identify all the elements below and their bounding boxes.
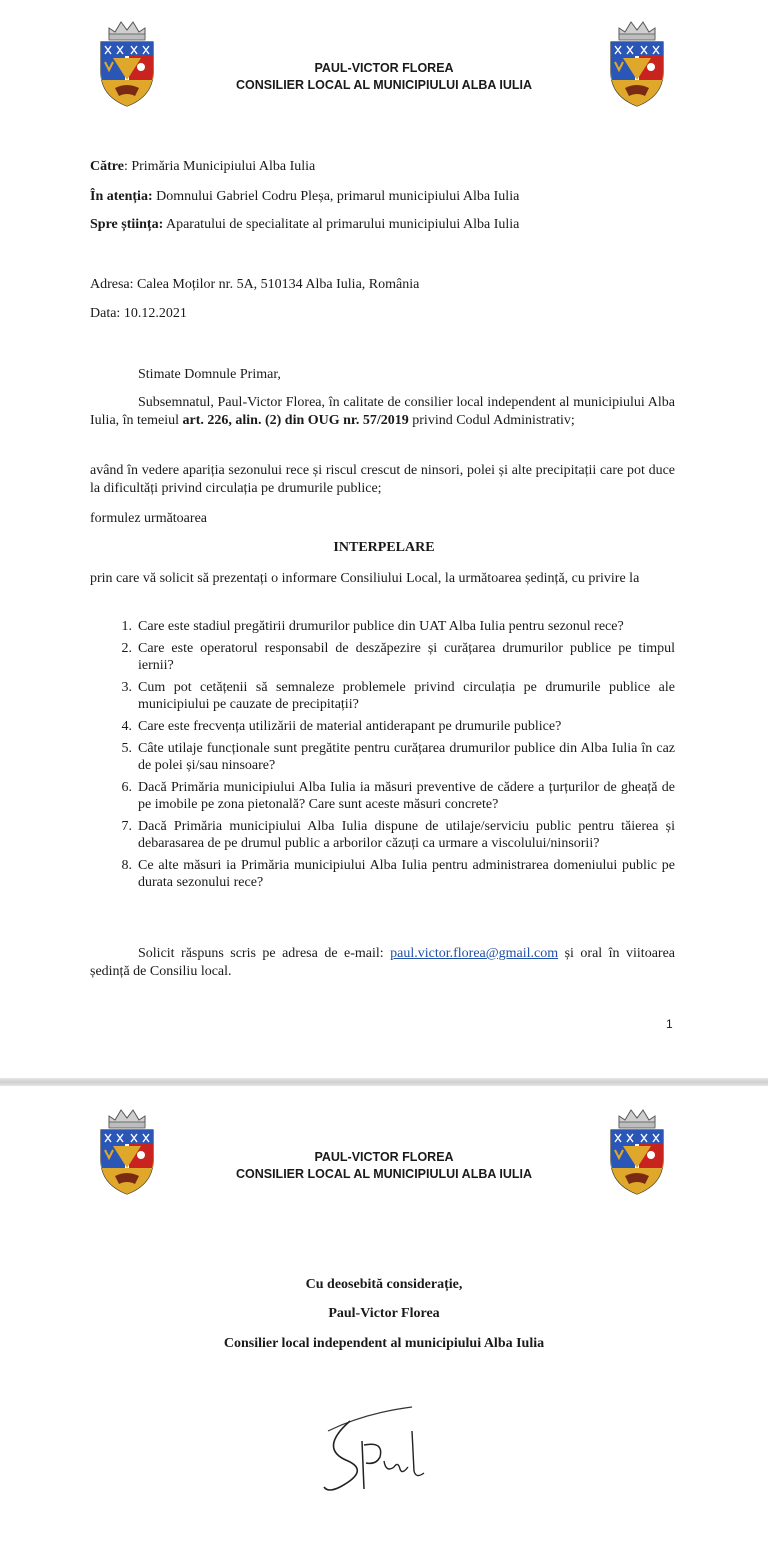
recipient-catre-value: : Primăria Municipiului Alba Iulia: [123, 159, 316, 174]
recipient-catre: [90, 158, 315, 176]
address: Adresa: Calea Moților nr. 5A, 510134 Alba Iulia, România: [90, 277, 420, 292]
list-item: [110, 640, 675, 674]
question-number: 4.: [121, 719, 132, 734]
date: Data: 10.12.2021: [90, 306, 187, 321]
recipient-atentia-value: Domnului Gabriel Codru Pleșa, primarul municipiului Alba Iulia: [152, 189, 520, 204]
question-text: Care este frecvența utilizării de material antiderapant pe drumurile publice?: [138, 719, 562, 734]
question-text: Ce alte măsuri ia Primăria municipiului Alba Iulia pentru administrarea domeniului public pe durata sezonului rece?: [138, 858, 675, 890]
closing-paragraph: [90, 945, 675, 981]
salutation: Stimate Domnule Primar,: [138, 367, 281, 382]
list-item: [110, 718, 675, 735]
question-text: Care este stadiul pregătirii drumurilor publice din UAT Alba Iulia pentru sezonul rece?: [138, 619, 624, 634]
signoff-regards: Cu deosebită considerație,: [305, 1277, 463, 1292]
list-item: [110, 618, 675, 635]
interpelare-heading: INTERPELARE: [333, 540, 435, 555]
list-item: [110, 740, 675, 774]
email-link[interactable]: paul.victor.florea@gmail.com: [390, 946, 559, 961]
recipient-stiinta-label: Spre știința:: [90, 217, 164, 232]
header-role: CONSILIER LOCAL AL MUNICIPIULUI ALBA IULIA: [235, 1167, 533, 1181]
question-number: 1.: [121, 619, 132, 634]
recipient-atentia-label: În atenția:: [90, 189, 153, 204]
question-number: 2.: [121, 641, 132, 656]
list-item: [110, 679, 675, 713]
list-item: [110, 779, 675, 813]
header-name: PAUL-VICTOR FLOREA: [314, 61, 454, 75]
signoff-title: Consilier local independent al municipiului Alba Iulia: [223, 1336, 545, 1351]
coat-of-arms-icon: [605, 10, 669, 108]
list-item: [110, 818, 675, 852]
question-number: 8.: [121, 858, 132, 873]
question-number: 6.: [121, 780, 132, 795]
request-paragraph: prin care vă solicit să prezentați o informare Consiliului Local, la următoarea ședință, cu privire la: [90, 571, 640, 586]
intro-text-1: Subsemnatul, Paul-Victor Florea, în calitate de consilier local independent al municipiului Alba Iulia, în temeiul: [90, 395, 675, 428]
coat-of-arms-icon: [95, 10, 159, 108]
closing-text-2: și oral în viitoarea ședință de Consiliu local.: [90, 946, 675, 979]
signature-icon: [310, 1401, 440, 1496]
intro-legal-basis: art. 226, alin. (2) din OUG nr. 57/2019: [182, 413, 409, 428]
recipient-stiinta: [90, 216, 519, 234]
page-divider: [0, 1078, 768, 1086]
document-page-2: [0, 1086, 768, 1541]
question-number: 5.: [121, 741, 132, 756]
question-text: Dacă Primăria municipiului Alba Iulia dispune de utilaje/serviciu public pentru tăierea și debarasarea de pe drumul public a arborilor căzuți ca urmare a viscolului/ninsorii?: [138, 819, 675, 851]
page-number: 1: [666, 1017, 673, 1031]
formulez-text: formulez următoarea: [90, 511, 207, 526]
list-item: [110, 857, 675, 891]
questions-list: [110, 618, 675, 896]
considering-paragraph: având în vedere apariția sezonului rece și riscul crescut de ninsori, polei și alte precipitații care pot duce la dificultăți privind circulația pe drumurile publice;: [90, 463, 675, 496]
question-number: 3.: [121, 680, 132, 695]
recipient-catre-label: Către: [90, 159, 124, 174]
intro-paragraph: [90, 394, 675, 430]
question-text: Câte utilaje funcționale sunt pregătite pentru curățarea drumurilor publice din Alba Iulia în caz de polei și/sau ninsoare?: [138, 741, 675, 773]
header-role: CONSILIER LOCAL AL MUNICIPIULUI ALBA IULIA: [235, 78, 533, 92]
intro-text-2: privind Codul Administrativ;: [408, 413, 575, 428]
closing-text-1: Solicit răspuns scris pe adresa de e-mail:: [138, 946, 391, 961]
recipient-stiinta-value: Aparatului de specialitate al primarului municipiului Alba Iulia: [163, 217, 520, 232]
question-number: 7.: [121, 819, 132, 834]
question-text: Care este operatorul responsabil de deszăpezire și curățarea drumurilor publice pe timpul iernii?: [138, 641, 675, 673]
signoff-name: Paul-Victor Florea: [328, 1306, 440, 1321]
question-text: Dacă Primăria municipiului Alba Iulia ia măsuri preventive de cădere a țurțurilor de gheață de pe imobile pe zona pietonală? Care sunt aceste măsuri concrete?: [138, 780, 675, 812]
question-text: Cum pot cetățenii să semnaleze problemele privind circulația pe drumurile publice ale municipiului pe cauzate de precipitații?: [138, 680, 675, 712]
recipient-atentia: [90, 188, 519, 206]
header-name: PAUL-VICTOR FLOREA: [314, 1150, 454, 1164]
